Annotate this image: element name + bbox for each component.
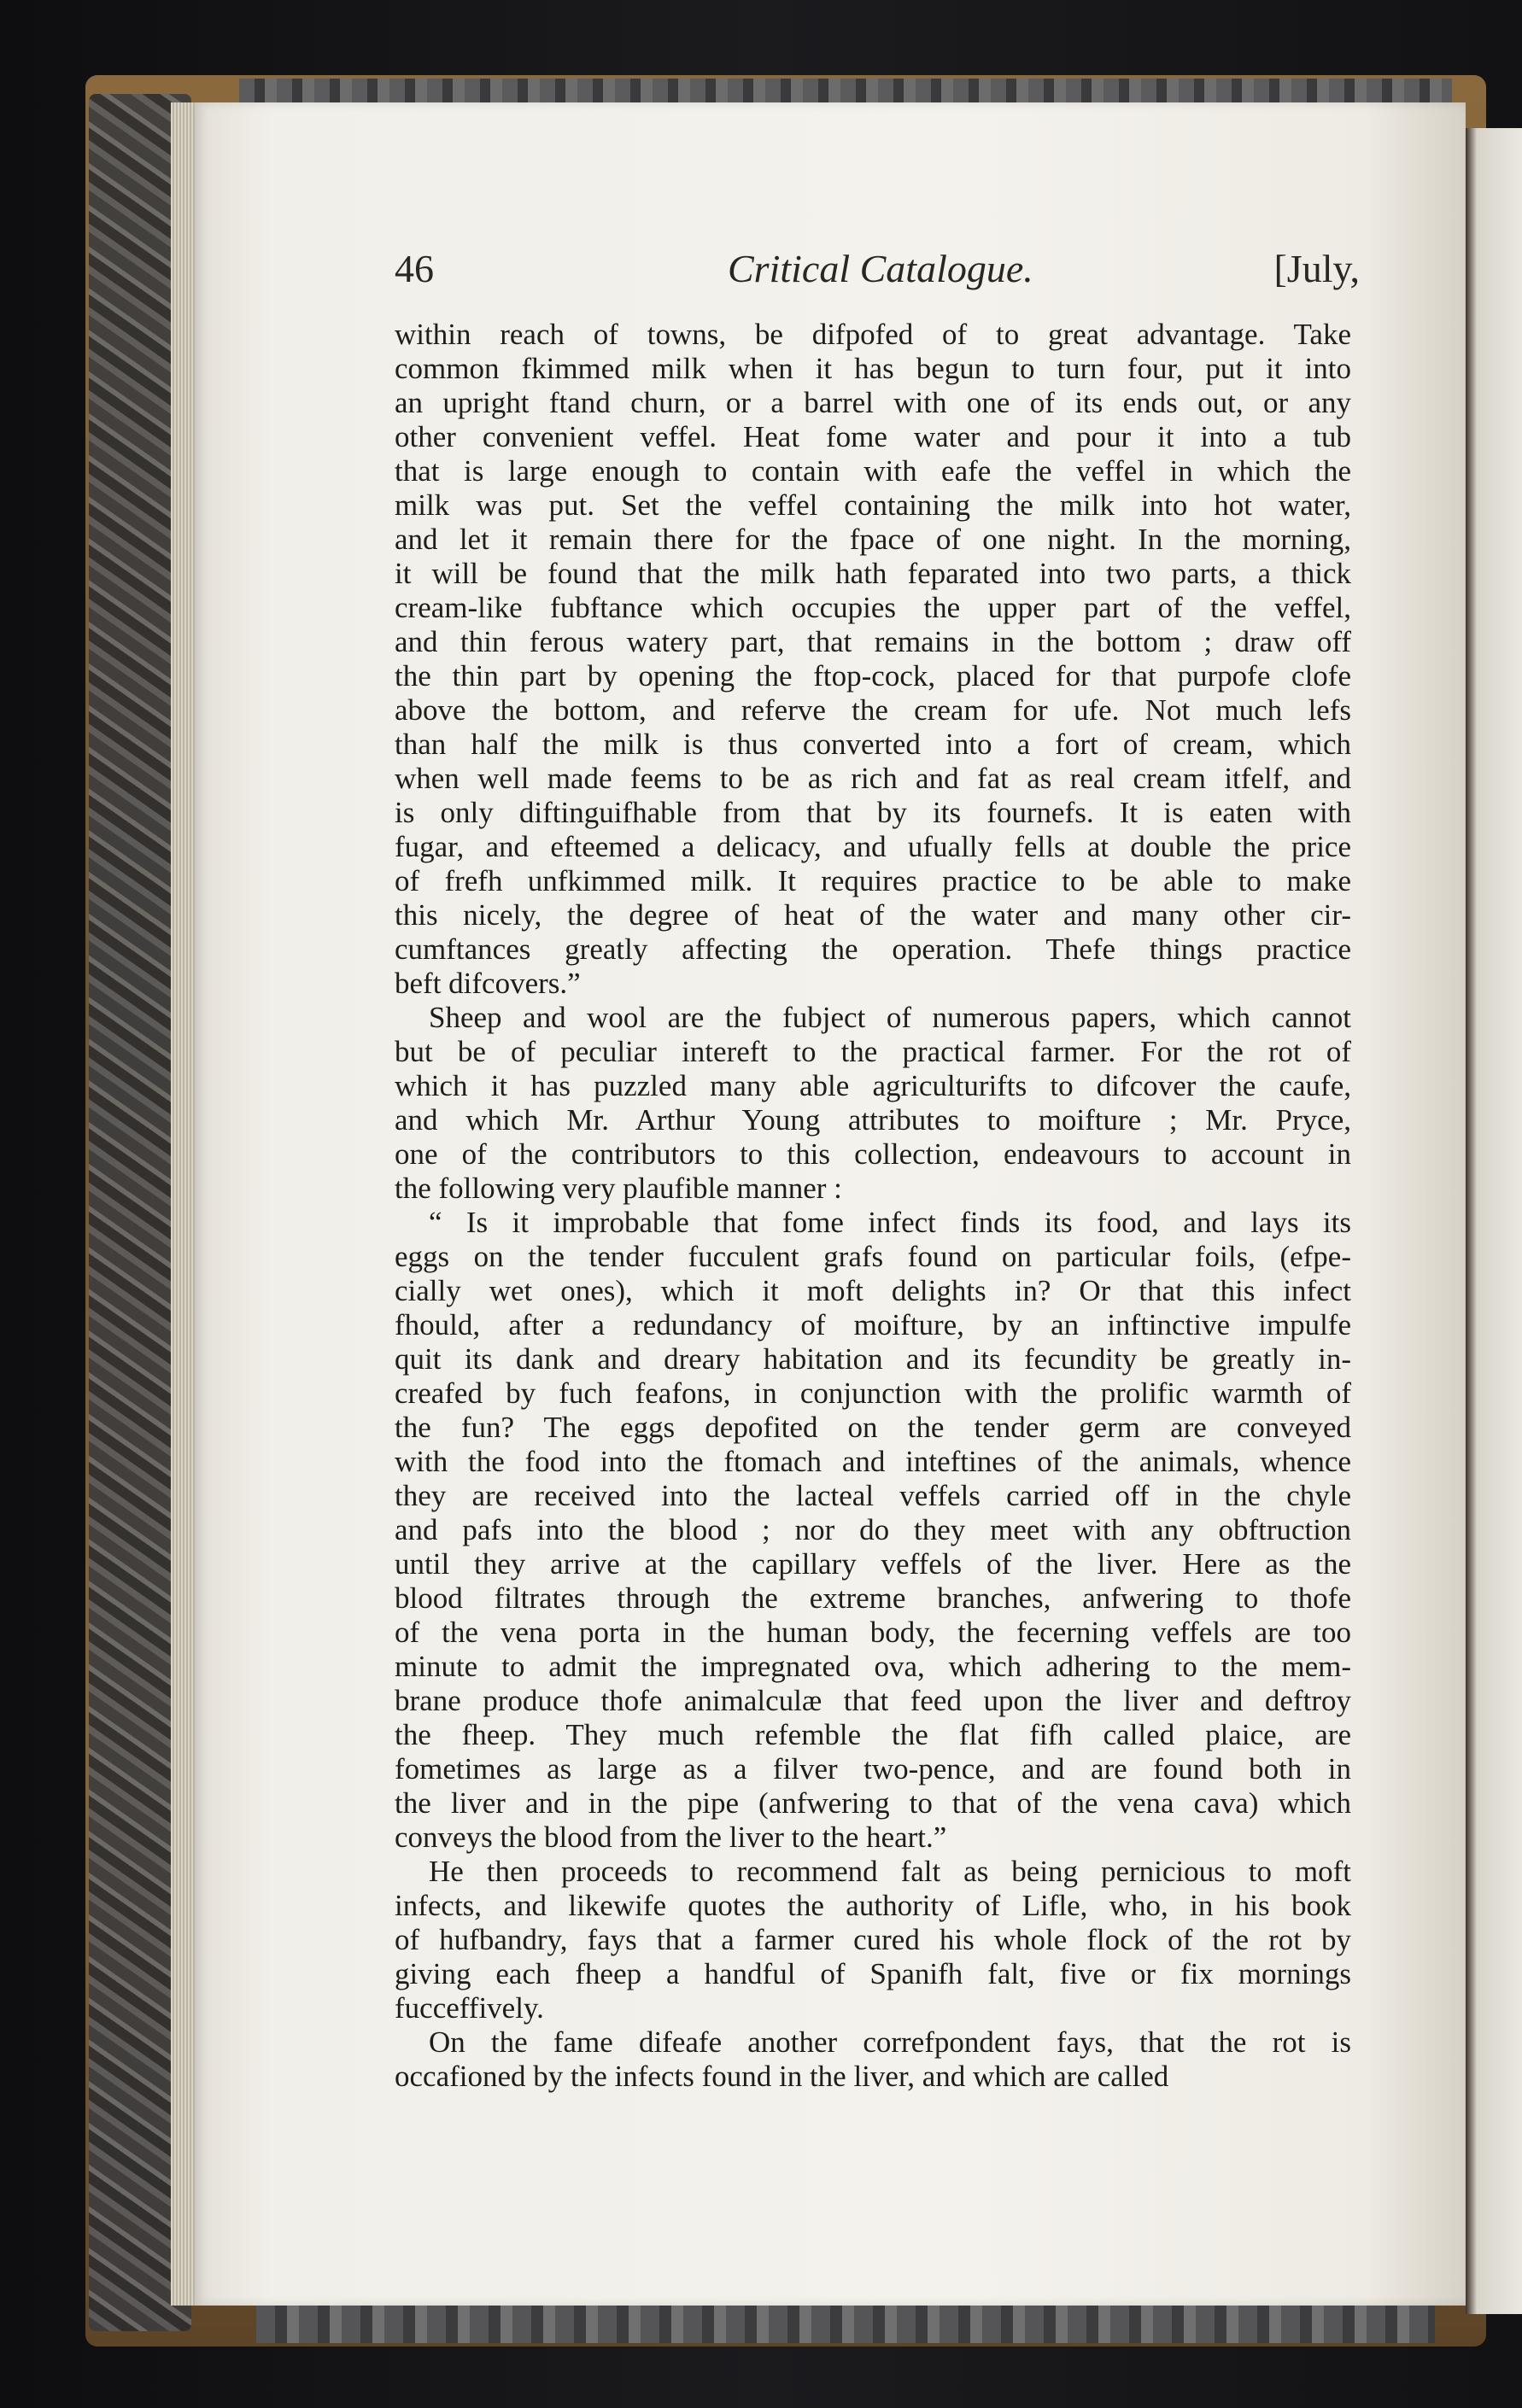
text-line: within reach of towns, be difpofed of to great advantage. Take <box>395 318 1351 351</box>
paragraph <box>395 1855 1351 2025</box>
text-line: common fkimmed milk when it has begun to turn four, put it into <box>395 352 1351 385</box>
text-line: of frefh unfkimmed milk. It requires practice to be able to make <box>395 864 1351 897</box>
running-date: [July, <box>1273 247 1360 290</box>
text-line: “ Is it improbable that fome infect finds its food, and lays its <box>429 1206 1351 1239</box>
text-line: infects, and likewife quotes the authority of Lifle, who, in his book <box>395 1889 1351 1922</box>
text-line: brane produce thofe animalculæ that feed upon the liver and deftroy <box>395 1684 1351 1717</box>
text-line: it will be found that the milk hath feparated into two parts, a thick <box>395 557 1351 590</box>
body-text <box>395 318 1351 2094</box>
text-line: fugar, and efteemed a delicacy, and ufually fells at double the price <box>395 830 1351 863</box>
text-line: but be of peculiar intereft to the practical farmer. For the rot of <box>395 1035 1351 1068</box>
text-line: cream-like fubftance which occupies the upper part of the veffel, <box>395 591 1351 624</box>
text-line: beft difcovers.” <box>395 967 581 1000</box>
text-line: the following very plaufible manner : <box>395 1172 842 1205</box>
text-line: other convenient veffel. Heat fome water and pour it into a tub <box>395 420 1351 453</box>
text-line: creafed by fuch feafons, in conjunction with the prolific warmth of <box>395 1376 1351 1410</box>
page-header <box>395 246 1360 297</box>
text-line: of the vena porta in the human body, the fecerning veffels are too <box>395 1616 1351 1649</box>
text-line: when well made feems to be as rich and fat as real cream itfelf, and <box>395 762 1351 795</box>
text-line: He then proceeds to recommend falt as being pernicious to moft <box>429 1855 1351 1888</box>
paragraph <box>395 1206 1351 1855</box>
text-line: and thin ferous watery part, that remains in the bottom ; draw off <box>395 625 1351 658</box>
text-line: eggs on the tender fucculent grafs found on particular foils, (efpe- <box>395 1240 1351 1273</box>
text-line: and which Mr. Arthur Young attributes to moifture ; Mr. Pryce, <box>395 1103 1351 1137</box>
text-line: fucceffively. <box>395 1991 544 2025</box>
running-title: Critical Catalogue. <box>728 247 1033 290</box>
text-line: the liver and in the pipe (anfwering to that of the vena cava) which <box>395 1786 1351 1820</box>
marbled-edge-bottom <box>256 2306 1435 2343</box>
text-line: they are received into the lacteal veffels carried off in the chyle <box>395 1479 1351 1512</box>
text-line: that is large enough to contain with eafe the veffel in which the <box>395 454 1351 488</box>
text-line: quit its dank and dreary habitation and its fecundity be greatly in- <box>395 1342 1351 1376</box>
text-line: blood filtrates through the extreme branches, anfwering to thofe <box>395 1581 1351 1615</box>
text-line: the fheep. They much refemble the flat fifh called plaice, are <box>395 1718 1351 1751</box>
paragraph <box>395 2025 1351 2094</box>
text-line: with the food into the ftomach and inteftines of the animals, whence <box>395 1445 1351 1478</box>
text-line: the fun? The eggs depofited on the tender germ are conveyed <box>395 1411 1351 1444</box>
text-line: until they arrive at the capillary veffels of the liver. Here as the <box>395 1547 1351 1581</box>
text-line: giving each fheep a handful of Spanifh falt, five or fix mornings <box>395 1957 1351 1990</box>
text-line: one of the contributors to this collection, endeavours to account in <box>395 1137 1351 1171</box>
text-line: above the bottom, and referve the cream for ufe. Not much lefs <box>395 693 1351 727</box>
text-line: cumftances greatly affecting the operation. Thefe things practice <box>395 932 1351 966</box>
text-line: is only diftinguifhable from that by its fournefs. It is eaten with <box>395 796 1351 829</box>
text-line: fometimes as large as a filver two-pence, and are found both in <box>395 1752 1351 1786</box>
text-line: the thin part by opening the ftop-cock, placed for that purpofe clofe <box>395 659 1351 693</box>
text-line: and let it remain there for the fpace of one night. In the morning, <box>395 523 1351 556</box>
paragraph <box>395 1001 1351 1206</box>
text-line: an upright ftand churn, or a barrel with one of its ends out, or any <box>395 386 1351 419</box>
text-line: minute to admit the impregnated ova, which adhering to the mem- <box>395 1650 1351 1683</box>
text-line: Sheep and wool are the fubject of numerous papers, which cannot <box>429 1001 1351 1034</box>
paragraph <box>395 318 1351 1001</box>
text-line: milk was put. Set the veffel containing the milk into hot water, <box>395 488 1351 522</box>
text-line: than half the milk is thus converted into a fort of cream, which <box>395 728 1351 761</box>
text-line: cially wet ones), which it moft delights in? Or that this infect <box>395 1274 1351 1307</box>
text-line: and pafs into the blood ; nor do they meet with any obftruction <box>395 1513 1351 1546</box>
text-line: of hufbandry, fays that a farmer cured his whole flock of the rot by <box>395 1923 1351 1956</box>
page-number: 46 <box>395 247 434 290</box>
text-line: fhould, after a redundancy of moifture, by an inftinctive impulfe <box>395 1308 1351 1341</box>
text-line: which it has puzzled many able agriculturifts to difcover the caufe, <box>395 1069 1351 1102</box>
text-line: this nicely, the degree of heat of the water and many other cir- <box>395 898 1351 932</box>
facing-page-edge <box>1466 128 1522 2314</box>
text-line: conveys the blood from the liver to the heart.” <box>395 1821 947 1854</box>
text-line: occafioned by the infects found in the liver, and which are called <box>395 2060 1169 2093</box>
text-line: On the fame difeafe another correfpondent fays, that the rot is <box>429 2025 1351 2059</box>
